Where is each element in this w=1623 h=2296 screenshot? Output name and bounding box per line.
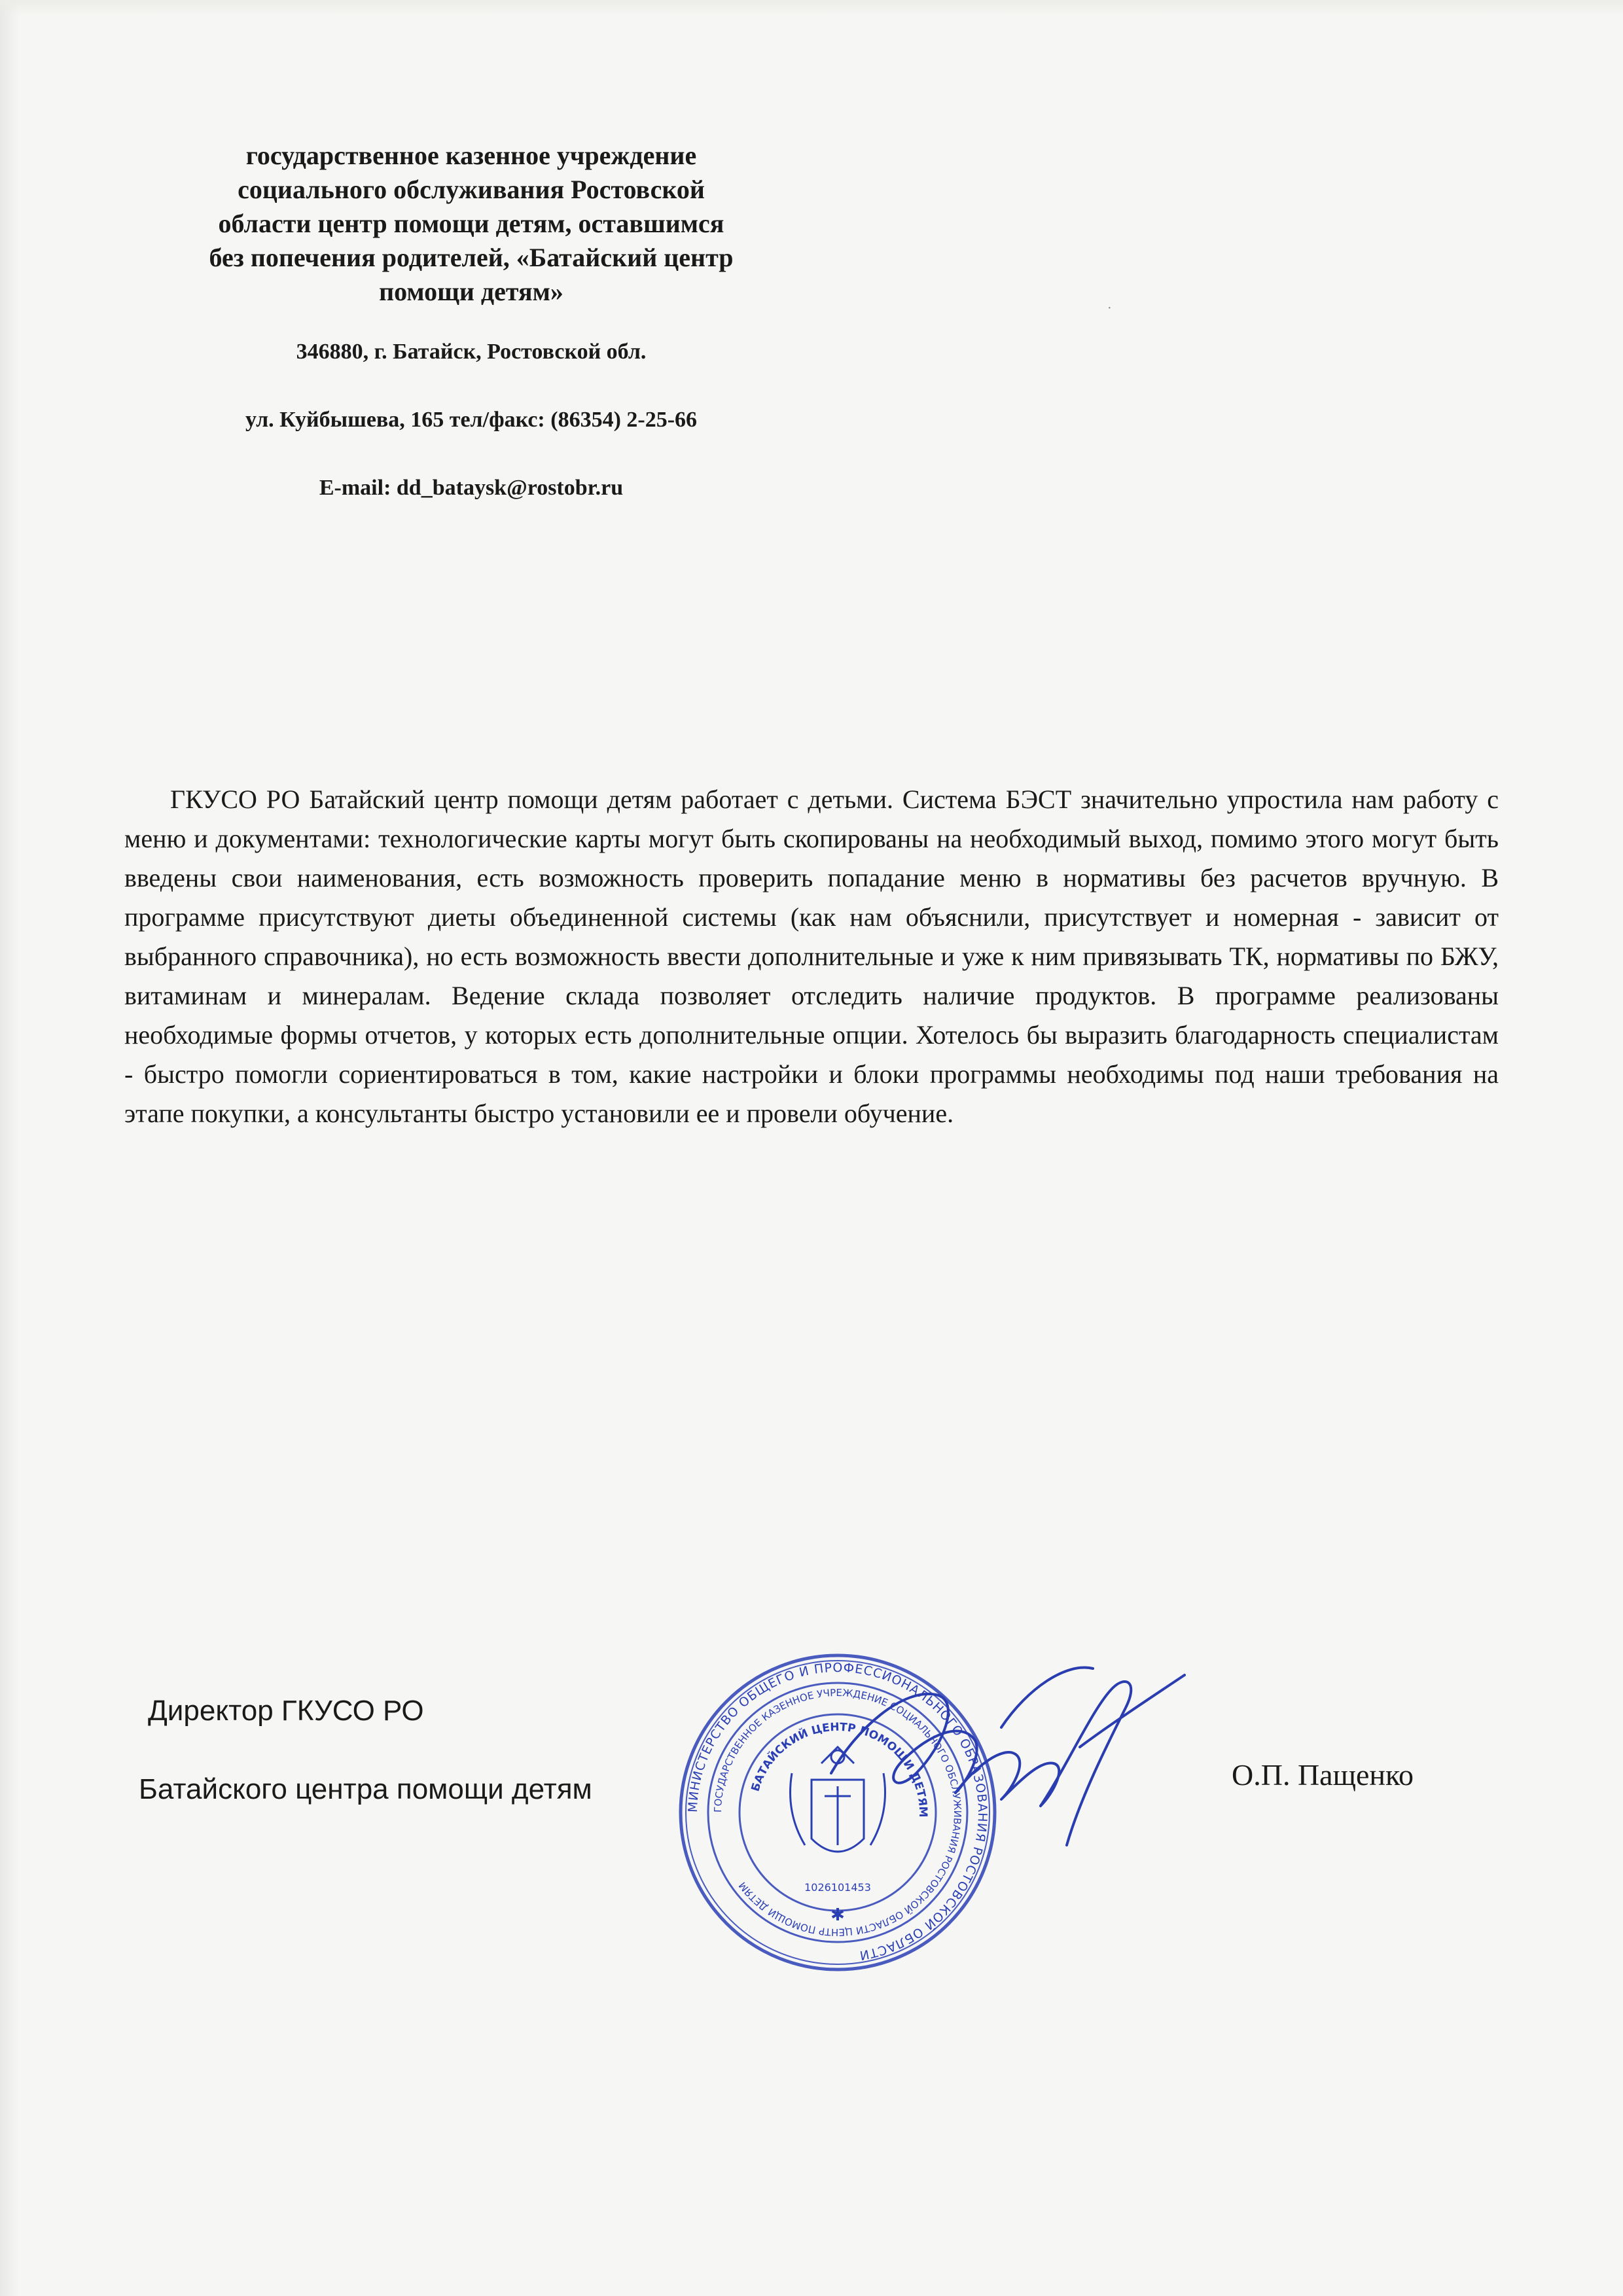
signatory-organization: Батайского центра помощи детям: [139, 1773, 592, 1805]
star-icon: ✱: [830, 1905, 845, 1924]
organization-name: [111, 139, 831, 309]
org-name-line: без попечения родителей, «Батайский центр: [209, 243, 734, 272]
signatory-title: Директор ГКУСО РО: [148, 1695, 424, 1727]
official-stamp: [674, 1649, 1001, 1976]
org-name-line: области центр помощи детям, оставшимся: [218, 209, 724, 238]
org-name-line: государственное казенное учреждение: [245, 141, 697, 170]
handwritten-signature: [805, 1649, 1198, 1858]
stamp-inner-text: ГОСУДАРСТВЕННОЕ КАЗЕННОЕ УЧРЕЖДЕНИЕ СОЦИАЛЬНОГО ОБСЛУЖИВАНИЯ РОСТОВСКОЙ ОБЛАСТИ ЦЕНТР ПОМОЩИ ДЕТЯМ: [711, 1686, 964, 1939]
scan-edge: [0, 0, 1623, 16]
scan-speck: ·: [1107, 301, 1112, 315]
letterhead: [111, 139, 831, 501]
org-name-line: социального обслуживания Ростовской: [238, 175, 705, 204]
stamp-outer-text: МИНИСТЕРСТВО ОБЩЕГО И ПРОФЕССИОНАЛЬНОГО ОБРАЗОВАНИЯ РОСТОВСКОЙ ОБЛАСТИ: [685, 1660, 990, 1963]
letter-body: ГКУСО РО Батайский центр помощи детям работает с детьми. Система БЭСТ значительно упростила нам работу с меню и документами: технологические карты могут быть скопированы на необходимый выход, помимо этого могут быть введены свои наименования, есть возможность проверить попадание меню в нормативы без расчетов вручную. В программе присутствуют диеты объединенной системы (как нам объяснили, присутствует и номерная - зависит от выбранного справочника), но есть возможность ввести дополнительные и уже к ним привязывать ТК, нормативы по БЖУ, витаминам и минералам. Ведение склада позволяет отследить наличие продуктов. В программе реализованы необходимые формы отчетов, у которых есть дополнительные опции. Хотелось бы выразить благодарность специалистам - быстро помогли сориентироваться в том, какие настройки и блоки программы необходимы под наши требования на этапе покупки, а консультанты быстро установили ее и провели обучение.: [124, 785, 1499, 1128]
scan-edge: [0, 0, 20, 2296]
signatory-name: О.П. Пащенко: [1232, 1758, 1414, 1792]
stamp-rings: [681, 1655, 995, 1969]
coat-of-arms-icon: [791, 1747, 885, 1852]
address-line: 346880, г. Батайск, Ростовской обл.: [296, 340, 647, 364]
stamp-reg-number: 1026101453: [804, 1881, 871, 1894]
stamp-center-text: БАТАЙСКИЙ ЦЕНТР ПОМОЩИ ДЕТЯМ: [749, 1720, 930, 1818]
org-name-line: помощи детям»: [379, 277, 563, 306]
email-line: E-mail: dd_bataysk@rostobr.ru: [319, 476, 624, 500]
address-line: ул. Куйбышева, 165 тел/факс: (86354) 2-25-66: [245, 408, 698, 432]
